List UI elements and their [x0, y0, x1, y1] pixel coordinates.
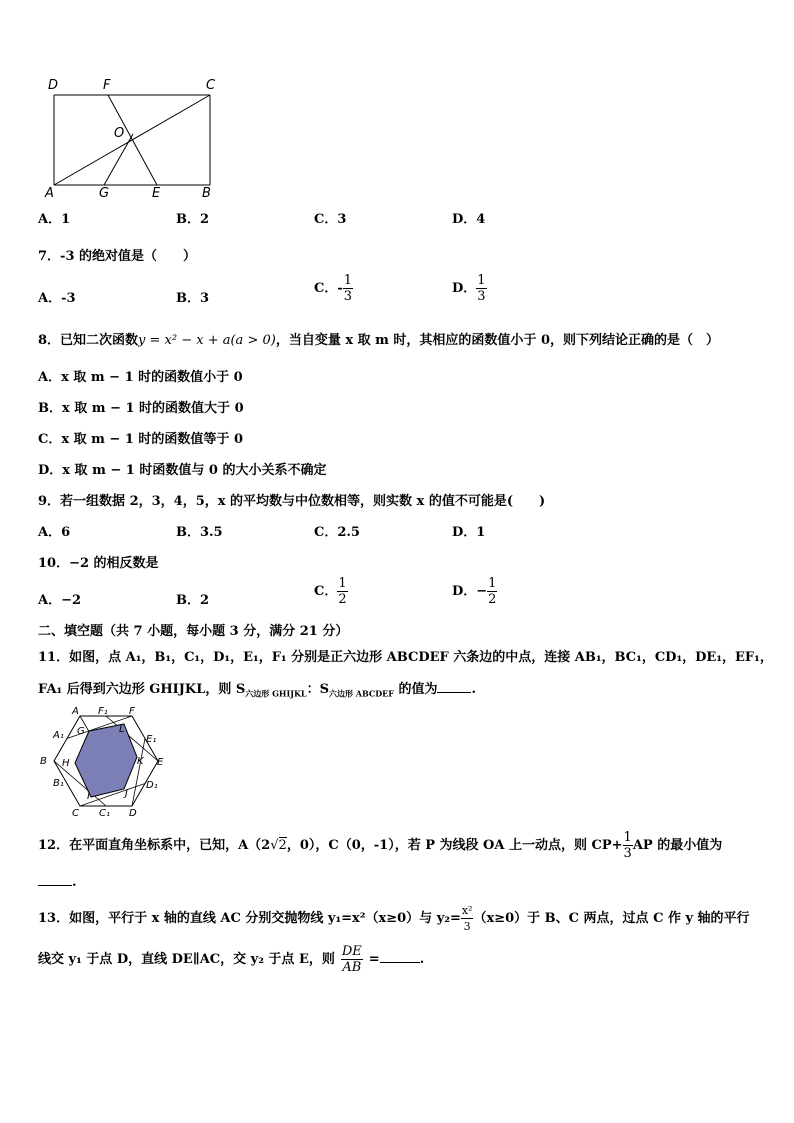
q6-option-b: B．2 [176, 212, 210, 227]
hex-label-k: K [137, 756, 144, 767]
hex-label-j: J [125, 788, 128, 799]
q13-line2-prefix: 线交 y₁ 于点 D，直线 DE∥AC，交 y₂ 于点 E，则 [38, 952, 335, 967]
q10-option-d-fraction [487, 576, 497, 607]
hex-label-l: L [119, 724, 125, 735]
q7-option-c-fraction [343, 273, 353, 304]
q11-line2 [38, 678, 476, 700]
q7-option-c [314, 273, 353, 304]
fig-label-d: D [48, 78, 59, 93]
hex-label-e: E [157, 757, 164, 768]
fraction-denominator: 2 [338, 592, 347, 607]
hex-label-b: B [40, 756, 47, 767]
q9-option-c: C．2.5 [314, 525, 360, 540]
fig-label-b: B [202, 186, 211, 201]
q12-stem [38, 830, 722, 861]
q7-option-b: B．3 [176, 291, 210, 306]
hex-label-c1: C₁ [99, 808, 110, 819]
fraction-denominator: 3 [343, 289, 353, 304]
hex-label-d1: D₁ [146, 780, 158, 791]
q9-stem: 9．若一组数据 2，3，4，5，x 的平均数与中位数相等，则实数 x 的值不可能是( ) [38, 494, 546, 509]
q7-option-d-fraction [476, 273, 486, 304]
q12-answer-line [38, 873, 77, 890]
fraction-numerator: DE [341, 944, 362, 959]
fraction-numerator: 1 [477, 273, 486, 288]
q8-option-d: D．x 取 m − 1 时函数值与 0 的大小关系不确定 [38, 463, 327, 478]
q11-line2-prefix: FA₁ 后得到六边形 GHIJKL，则 S [38, 682, 246, 697]
q12-prefix: 12．在平面直角坐标系中，已知，A（2 [38, 838, 271, 853]
fraction-numerator: 1 [343, 273, 353, 288]
q12-end: . [72, 875, 77, 890]
q6-option-a: A．1 [38, 212, 71, 227]
q10-option-d-label: D．− [452, 584, 488, 599]
fig-line-go [104, 134, 133, 185]
q10-option-c [314, 576, 348, 607]
q7-option-d-label: D． [452, 281, 477, 296]
q12-sqrt-value: 2 [278, 838, 287, 853]
q8-option-b: B．x 取 m − 1 时的函数值大于 0 [38, 401, 244, 416]
q7-stem: 7．-3 的绝对值是（ ） [38, 249, 197, 264]
hex-label-a: A [72, 706, 79, 717]
fraction-denominator: AB [342, 960, 362, 975]
q11-end: . [471, 682, 476, 697]
q7-option-a: A．-3 [38, 291, 76, 306]
sqrt-symbol: √ [270, 838, 279, 853]
fraction-denominator: 3 [477, 289, 486, 304]
fig-label-c: C [206, 78, 216, 93]
q13-line1 [38, 903, 750, 934]
q13-line2 [38, 944, 424, 975]
q13-equals: = [368, 952, 380, 967]
q13-end: . [419, 952, 425, 967]
q8-stem [38, 329, 719, 348]
q10-option-c-label: C． [314, 584, 338, 599]
section-heading: 二、填空题（共 7 小题，每小题 3 分，满分 21 分） [38, 624, 349, 639]
q13-prefix: 13．如图，平行于 x 轴的直线 AC 分别交抛物线 y₁=x²（x≥0）与 y₂= [38, 911, 461, 926]
q8-formula: y = x² − x + a(a > 0) [138, 333, 276, 348]
q11-ratio-sep: ：S [306, 682, 329, 697]
fraction-numerator: 1 [488, 576, 497, 591]
q9-option-a: A．6 [38, 525, 71, 540]
q7-option-c-label: C．- [314, 281, 343, 296]
q6-option-c: C．3 [314, 212, 347, 227]
q9-option-b: B．3.5 [176, 525, 223, 540]
hex-label-f: F [129, 706, 135, 717]
q8-stem-prefix: 8．已知二次函数 [38, 333, 139, 348]
q11-line2-suffix: 的值为 [393, 682, 438, 697]
hex-label-a1: A₁ [53, 730, 64, 741]
q8-stem-suffix: ，当自变量 x 取 m 时，其相应的函数值小于 0，则下列结论正确的是（ ） [275, 333, 719, 348]
q10-option-b: B．2 [176, 593, 210, 608]
q10-option-c-fraction [337, 576, 347, 607]
hex-label-d: D [129, 808, 137, 819]
q10-option-a: A．−2 [38, 593, 82, 608]
q13-fraction-de-ab [341, 944, 363, 975]
hex-label-h: H [62, 758, 70, 769]
fig-label-a: A [45, 186, 54, 201]
q9-option-d: D．1 [452, 525, 486, 540]
q6-option-d: D．4 [452, 212, 486, 227]
q10-stem: 10．−2 的相反数是 [38, 556, 159, 571]
q13-answer-blank[interactable] [380, 950, 420, 963]
q11-subscript-2: 六边形 ABCDEF [328, 688, 394, 699]
fraction-numerator: 1 [338, 576, 347, 591]
fraction-denominator: 3 [461, 918, 474, 934]
q8-option-a: A．x 取 m − 1 时的函数值小于 0 [38, 370, 243, 385]
hex-label-e1: E₁ [146, 734, 157, 745]
hexagon-figure [36, 704, 171, 822]
hex-label-g: G [77, 726, 85, 737]
q13-fraction-y2 [461, 903, 474, 934]
rectangle-figure [40, 76, 230, 201]
q11-subscript-1: 六边形 GHIJKL [245, 688, 307, 699]
fraction-denominator: 2 [488, 592, 497, 607]
fig-label-f: F [103, 78, 111, 93]
hex-label-c: C [72, 808, 79, 819]
q11-line1: 11．如图，点 A₁，B₁，C₁，D₁，E₁，F₁ 分别是正六边形 ABCDEF 六条边的中点，连接 AB₁，BC₁，CD₁，DE₁，EF₁， [38, 650, 773, 665]
hex-label-i: I [87, 791, 90, 802]
fraction-numerator: x² [461, 904, 473, 917]
q8-option-c: C．x 取 m − 1 时的函数值等于 0 [38, 432, 243, 447]
fig-label-e: E [152, 186, 161, 201]
q10-option-d [452, 576, 497, 607]
q13-suffix: （x≥0）于 B、C 两点，过点 C 作 y 轴的平行 [473, 911, 750, 926]
fraction-numerator: 1 [623, 830, 632, 845]
fraction-denominator: 3 [623, 846, 632, 861]
hex-label-b1: B₁ [53, 778, 64, 789]
q12-suffix: AP 的最小值为 [632, 838, 723, 853]
q11-answer-blank[interactable] [437, 680, 471, 693]
fig-label-o: O [114, 126, 125, 141]
fig-label-g: G [99, 186, 110, 201]
q7-option-d [452, 273, 487, 304]
hex-label-f1: F₁ [98, 706, 108, 717]
q12-fraction [623, 830, 633, 861]
q12-answer-blank[interactable] [38, 873, 72, 886]
q12-mid: ，0），C（0，-1），若 P 为线段 OA 上一动点，则 CP+ [286, 838, 623, 853]
